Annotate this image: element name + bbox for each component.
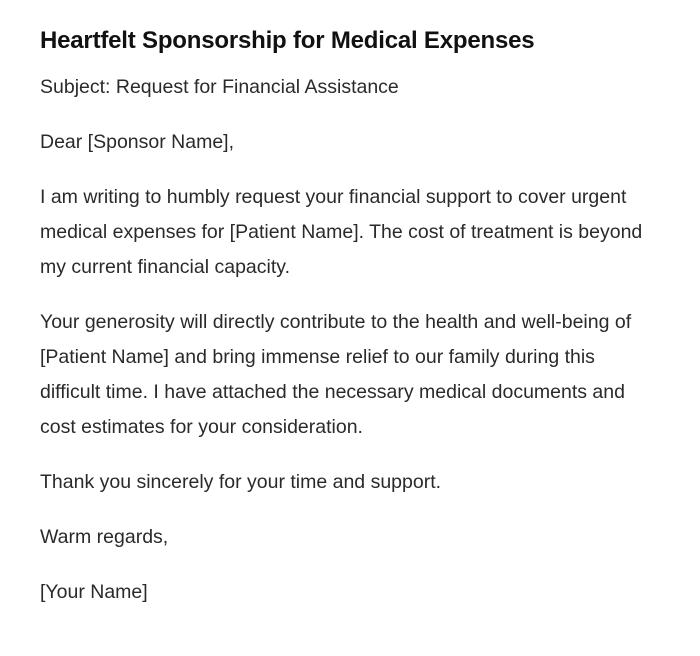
letter-document: [40, 22, 660, 610]
signature-placeholder: [Your Name]: [40, 581, 148, 603]
document-title: Heartfelt Sponsorship for Medical Expenses: [40, 27, 535, 54]
salutation: Dear [Sponsor Name],: [40, 131, 235, 153]
subject-line: Subject: Request for Financial Assistance: [40, 76, 399, 98]
thanks-line: Thank you sincerely for your time and support.: [40, 471, 442, 493]
body-paragraph-1: I am writing to humbly request your financial support to cover urgent medical expenses for [Patient Name]. The cost of treatment is beyond my current financial capacity.: [40, 186, 643, 278]
closing-line: Warm regards,: [40, 526, 169, 548]
body-paragraph-2: Your generosity will directly contribute to the health and well-being of [Patient Name] and bring immense relief to our family during this difficult time. I have attached the necessary medical documents and cost estimates for your consideration.: [40, 311, 632, 438]
